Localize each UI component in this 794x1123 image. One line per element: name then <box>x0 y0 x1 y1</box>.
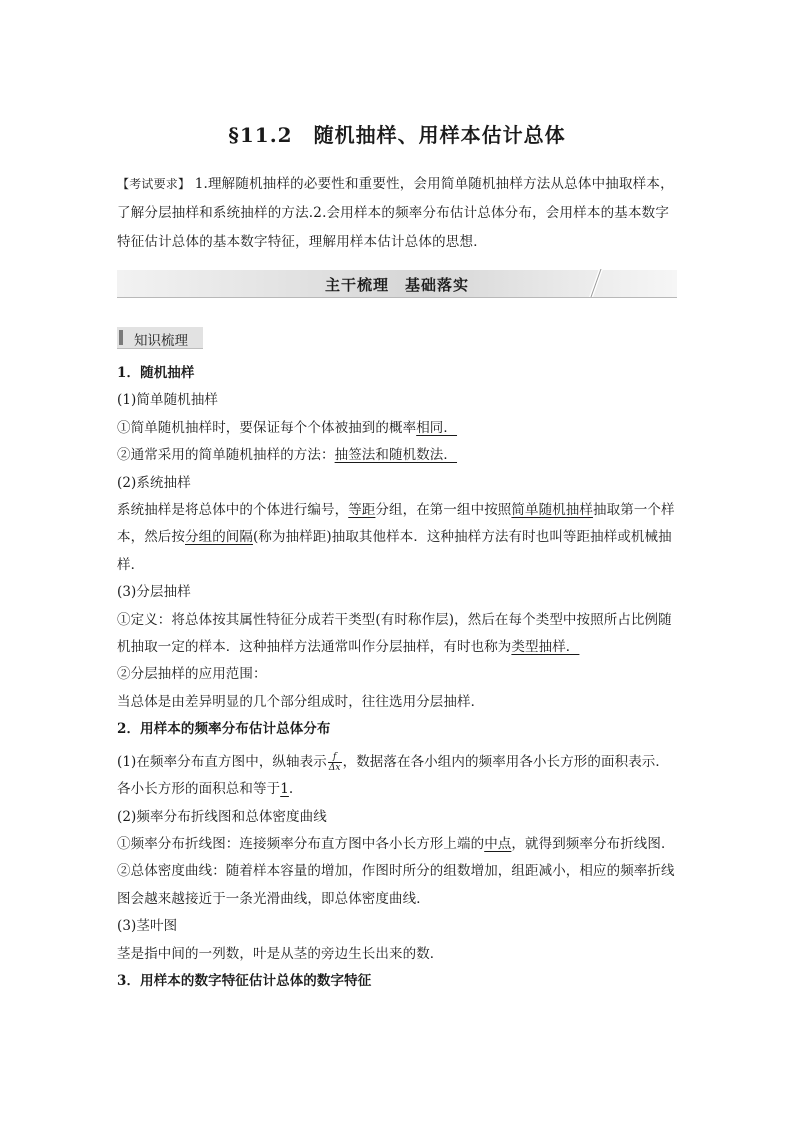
subheading-1-1: (1)简单随机抽样 <box>117 392 219 409</box>
requirements-text: 1.理解随机抽样的必要性和重要性，会用简单随机抽样方法从总体中抽取样本，了解分层抽样和系统抽样的方法.2.会用样本的频率分布估计总体分布，会用样本的基本数字特征估计总体的基本数字特征，理解用样本估计总体的思想． <box>117 176 674 250</box>
text: ，数据落在各小组内的频率用各小长方形的面积表示．各小长方形的面积总和等于 <box>117 753 670 798</box>
text: 分组，在第一组中按照 <box>375 502 512 519</box>
underlined-answer: 中点 <box>484 835 512 852</box>
underlined-answer: 简单随机抽样 <box>511 502 594 519</box>
text: (称为抽样距)抽取其他样本．这种抽样方法有时也叫等距抽样或机械抽样． <box>117 529 672 573</box>
underlined-answer: 等距 <box>348 502 376 519</box>
fraction-f-over-delta-x <box>328 752 342 773</box>
section-banner <box>117 270 677 298</box>
paragraph <box>117 749 681 804</box>
text: (1)在频率分布直方图中，纵轴表示 <box>117 753 327 770</box>
page-title: §11.2 随机抽样、用样本估计总体 <box>228 123 566 147</box>
banner-slash-decoration <box>589 269 603 297</box>
requirements-tag: 【考试要求】 <box>117 177 191 191</box>
heading-3: 3．用样本的数字特征估计总体的数字特征 <box>117 972 372 989</box>
exam-requirements <box>117 170 677 257</box>
subheading-2-3: (3)茎叶图 <box>117 918 178 935</box>
knowledge-chip-label: 知识梳理 <box>134 333 188 349</box>
text: 抽取第一个样本，然后按 <box>117 502 675 546</box>
fraction-numerator: f <box>328 752 342 763</box>
text: ①频率分布折线图：连接频率分布直方图中各小长方形上端的 <box>117 835 485 852</box>
content-body <box>117 360 681 995</box>
underlined-answer: 抽签法和随机数法． <box>334 447 458 464</box>
paragraph: ②分层抽样的应用范围： <box>117 666 267 683</box>
text: ①定义：将总体按其属性特征分成若干类型(有时称作层)，然后在每个类型中按照所占比例随机抽取一定的样本．这种抽样方法通常叫作分层抽样，有时也称为 <box>117 611 672 656</box>
paragraph <box>117 607 681 662</box>
text: ，就得到频率分布折线图． <box>511 835 675 852</box>
heading-2: 2．用样本的频率分布估计总体分布 <box>117 721 331 738</box>
paragraph <box>117 442 681 469</box>
chip-marker <box>119 330 123 345</box>
knowledge-chip <box>117 327 203 349</box>
text: ①简单随机抽样时，要保证每个个体被抽到的概率 <box>117 419 417 436</box>
paragraph: 茎是指中间的一列数，叶是从茎的旁边生长出来的数． <box>117 945 444 962</box>
text: . <box>288 781 294 798</box>
underlined-answer: 分组的间隔 <box>185 529 253 546</box>
paragraph: 当总体是由差异明显的几个部分组成时，往往选用分层抽样． <box>117 693 485 710</box>
underlined-answer: 类型抽样． <box>511 639 580 656</box>
paragraph <box>117 415 681 442</box>
underlined-answer: 相同． <box>416 419 458 436</box>
text: 系统抽样是将总体中的个体进行编号， <box>117 502 349 519</box>
text: ②通常采用的简单随机抽样的方法： <box>117 447 335 464</box>
subheading-1-3: (3)分层抽样 <box>117 584 191 601</box>
paragraph <box>117 497 681 579</box>
fraction-denominator: Δx <box>328 762 341 773</box>
paragraph <box>117 831 681 858</box>
section-banner-title: 主干梳理 基础落实 <box>324 276 469 294</box>
heading-1: 1．随机抽样 <box>117 365 195 381</box>
underlined-answer: 1 <box>280 781 289 798</box>
subheading-2-2: (2)频率分布折线图和总体密度曲线 <box>117 808 327 825</box>
paragraph: ②总体密度曲线：随着样本容量的增加，作图时所分的组数增加，组距减小，相应的频率折线图会越来越接近于一条光滑曲线，即总体密度曲线． <box>117 863 675 907</box>
subheading-1-2: (2)系统抽样 <box>117 474 191 491</box>
